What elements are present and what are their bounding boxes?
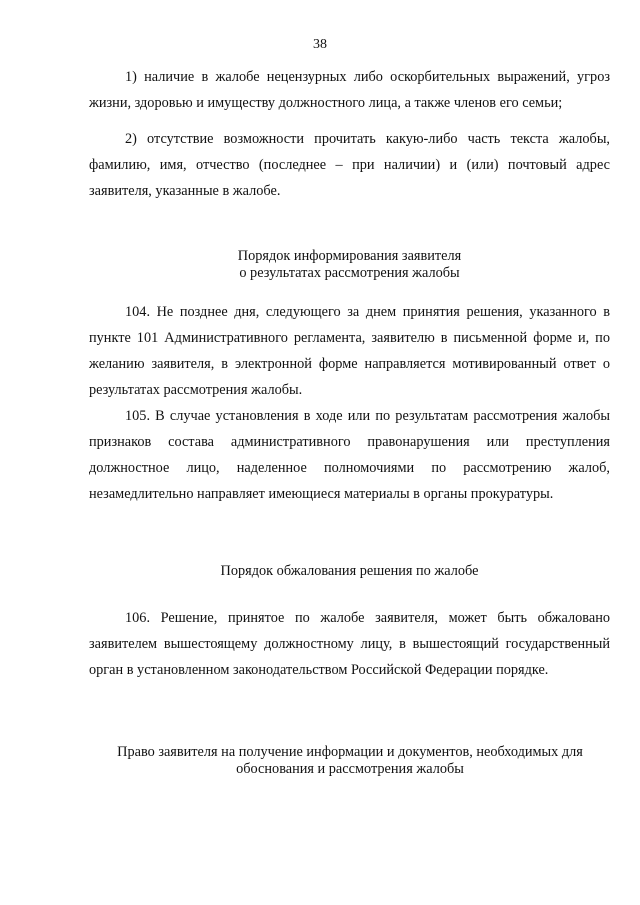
section-body-inform xyxy=(89,299,610,507)
list-item-2: 2) отсутствие возможности прочитать какую-либо часть текста жалобы, фамилию, имя, отчество (последнее – при наличии) и (или) почтовый адрес заявителя, указанные в жалобе. xyxy=(89,131,610,199)
section-heading-inform xyxy=(89,248,610,282)
paragraph-104: 104. Не позднее дня, следующего за днем принятия решения, указанного в пункте 101 Административного регламента, заявителю в письменной форме и, по желанию заявителя, в электронной форме направляется мотивированный ответ о результатах рассмотрения жалобы. xyxy=(89,304,610,398)
paragraph-106: 106. Решение, принятое по жалобе заявителя, может быть обжаловано заявителем вышестоящему должностному лицу, в вышестоящий государственный орган в установленном законодательством Российской Федерации порядке. xyxy=(89,610,610,678)
section-heading xyxy=(70,744,630,778)
list-items-block xyxy=(89,64,610,204)
section-heading-appeal xyxy=(89,563,610,580)
heading-line: Право заявителя на получение информации и документов, необходимых для xyxy=(117,744,583,760)
heading-line: Порядок информирования заявителя xyxy=(237,248,462,264)
section-heading-rights xyxy=(70,744,630,778)
heading-line: обоснования и рассмотрения жалобы xyxy=(236,761,464,777)
page-number: 38 xyxy=(313,37,327,52)
section-body-appeal xyxy=(89,605,610,683)
paragraph-105: 105. В случае установления в ходе или по результатам рассмотрения жалобы признаков состава административного правонарушения или преступления должностное лицо, наделенное полномочиями по рассмотрению жалоб, незамедлительно направляет имеющиеся материалы в органы прокуратуры. xyxy=(89,408,610,502)
heading-line: о результатах рассмотрения жалобы xyxy=(239,265,460,281)
list-item-1: 1) наличие в жалобе нецензурных либо оскорбительных выражений, угроз жизни, здоровью и имуществу должностного лица, а также членов его семьи; xyxy=(89,69,610,111)
section-heading: Порядок обжалования решения по жалобе xyxy=(220,563,479,579)
section-heading xyxy=(89,248,610,282)
